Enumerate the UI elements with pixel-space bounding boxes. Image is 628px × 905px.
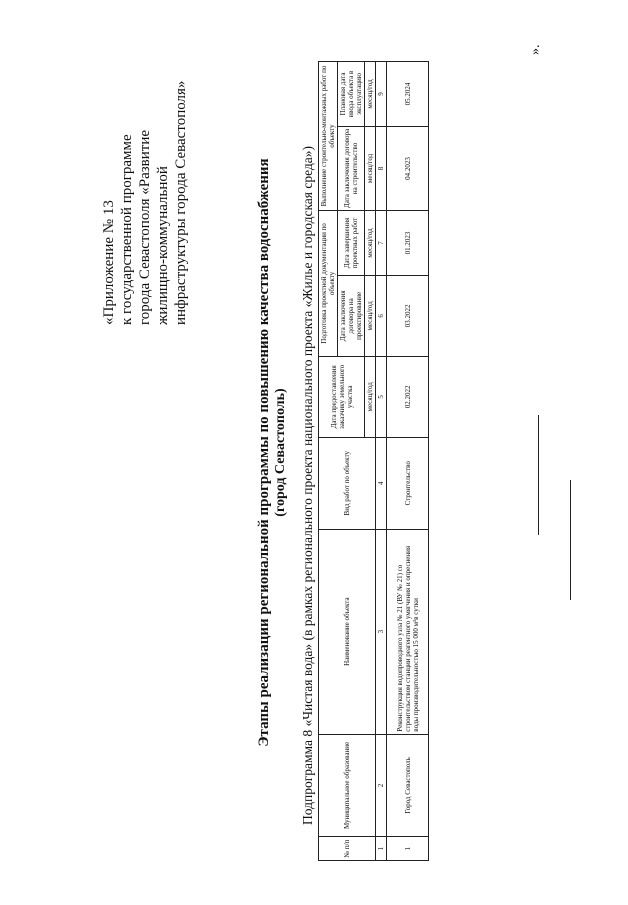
document-title-sub: (город Севастополь) — [273, 388, 288, 517]
stages-table — [318, 61, 429, 861]
col-num: 1 — [376, 837, 387, 861]
row-no: 1 — [387, 837, 429, 861]
col-num: 5 — [376, 356, 387, 437]
header-design: Подготовка проектной документации по объекту — [319, 211, 338, 357]
col-num: 9 — [376, 62, 387, 127]
header-design-contract: Дата заключения договора на проектирование — [338, 275, 365, 356]
unit-cell: месяц/год — [365, 356, 376, 437]
row-build-end: 05.2024 — [387, 62, 429, 127]
col-num: 4 — [376, 437, 387, 529]
header-build-contract: Дата заключения договора на строительство — [338, 126, 365, 210]
table-row — [387, 62, 429, 861]
header-build-end: Плановая дата ввода объекта в эксплуатацию — [338, 62, 365, 127]
col-num: 3 — [376, 529, 387, 734]
header-design-end: Дата завершения проектных работ — [338, 211, 365, 276]
row-object-name: Реконструкция водопроводного узла № 21 (ВУ № 21) со строительством станции реагентного умягчения и опреснения воды производительностью 15 000 м³в сутки — [387, 529, 429, 734]
col-num: 7 — [376, 211, 387, 276]
unit-cell: месяц/год — [365, 275, 376, 356]
row-municipality: Город Севастополь — [387, 734, 429, 837]
signature-line — [538, 415, 539, 535]
col-num: 8 — [376, 126, 387, 210]
appendix-line: «Приложение № 13 — [101, 200, 117, 325]
document-title: Этапы реализации региональной программы по повышению качества водоснабжения — [256, 158, 272, 747]
row-work-type: Строительство — [387, 437, 429, 529]
unit-cell: месяц/год — [365, 62, 376, 127]
row-build-contract: 04.2023 — [387, 126, 429, 210]
header-municipality: Муниципальное образование — [319, 734, 376, 837]
signature-line — [570, 480, 571, 600]
row-land-date: 02.2022 — [387, 356, 429, 437]
col-num: 2 — [376, 734, 387, 837]
closing-quote: ». — [528, 44, 543, 55]
appendix-line: города Севастополя «Развитие — [137, 129, 153, 325]
subprogram-label: Подпрограмма 8 «Чистая вода» (в рамках регионального проекта национального проекта «Жилье и городская среда») — [300, 145, 315, 825]
row-design-contract: 03.2022 — [387, 275, 429, 356]
header-no: № п/п — [319, 837, 376, 861]
header-build: Выполнение строительно-монтажных работ по объекту — [319, 62, 338, 211]
appendix-line: к государственной программе — [119, 134, 135, 325]
unit-cell: месяц/год — [365, 126, 376, 210]
appendix-line: жилищно-коммунальной — [155, 166, 171, 325]
column-numbers-row — [376, 62, 387, 861]
header-work-type: Вид работ по объекту — [319, 437, 376, 529]
col-num: 6 — [376, 275, 387, 356]
appendix-block — [100, 25, 190, 325]
appendix-line: инфраструктуры города Севастополя» — [173, 80, 189, 325]
unit-cell: месяц/год — [365, 211, 376, 276]
header-object-name: Наименование объекта — [319, 529, 376, 734]
row-design-end: 01.2023 — [387, 211, 429, 276]
header-land-date: Дата предоставления заказчику земельного участка — [319, 356, 365, 437]
